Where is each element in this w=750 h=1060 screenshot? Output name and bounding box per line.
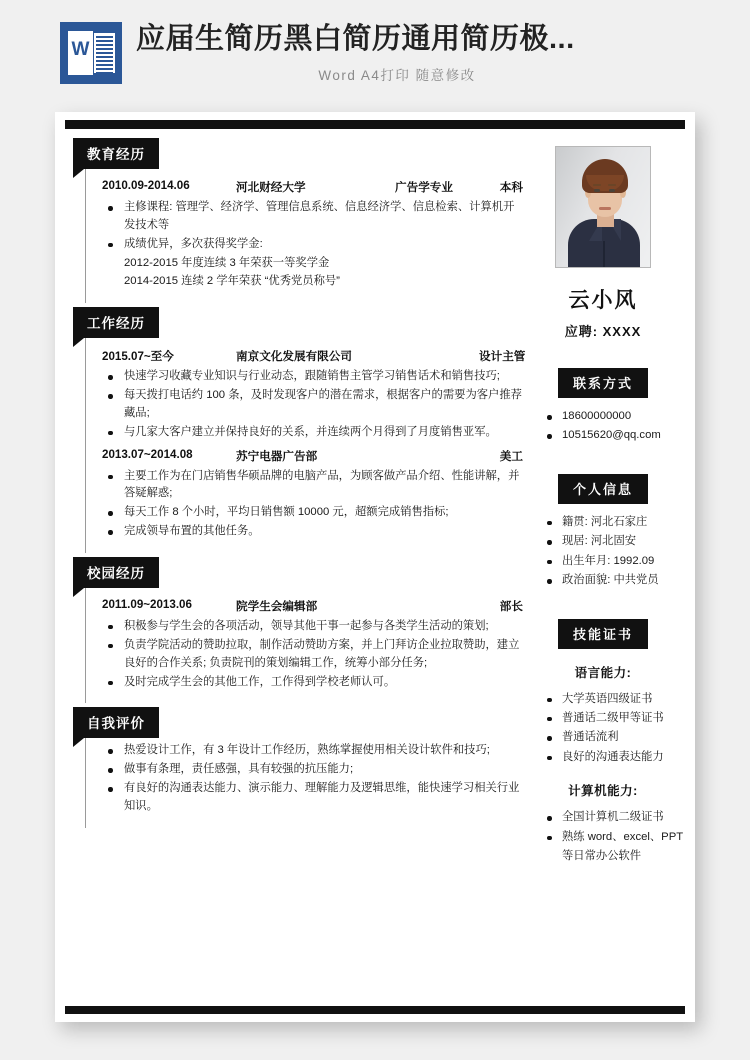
section-tag-contact: 联系方式: [558, 368, 648, 398]
list-item: [102, 523, 523, 541]
photo-eye-left: [594, 189, 600, 192]
personal-birthdate: 出生年月: 1992.09: [562, 554, 655, 567]
list-item: [102, 236, 523, 254]
bullet-text: 主要工作为在门店销售华硕品牌的电脑产品，为顾客做产品介绍、性能讲解，并答疑解惑;: [124, 469, 520, 500]
list-item: [545, 808, 683, 827]
work-entry-head-2: [102, 448, 523, 464]
contact-list: [523, 407, 683, 446]
list-item: [545, 828, 683, 867]
list-item: [102, 742, 523, 760]
bullet-text: 完成领导布置的其他任务。: [124, 525, 260, 538]
list-item: [545, 407, 683, 426]
list-item: [102, 637, 523, 673]
bullet-text: 每天拨打电话约 100 条，及时发现客户的潜在需求，根据客户的需要为客户推荐藏品;: [124, 389, 522, 419]
campus-bullets: [102, 618, 523, 691]
section-campus: [73, 557, 523, 703]
section-tag-self-evaluation: 自我评价: [73, 707, 159, 738]
skill-text: 大学英语四级证书: [562, 692, 653, 705]
list-item: [102, 424, 523, 442]
profile-photo: [555, 146, 651, 268]
banner-title: 应届生简历黑白简历通用简历极...: [136, 23, 575, 55]
candidate-name: 云小风: [568, 289, 638, 312]
word-icon: [60, 22, 122, 84]
section-body-self-evaluation: [85, 738, 523, 827]
list-item: [102, 273, 523, 291]
skills-computer-list: [523, 808, 683, 866]
work-entry-head-1: [102, 348, 526, 364]
education-entry-head: [102, 179, 523, 195]
bullet-text: 积极参与学生会的各项活动，领导其他干事一起参与各类学生活动的策划;: [124, 619, 489, 632]
bullet-text: 快速学习收藏专业知识与行业动态，跟随销售主管学习销售话术和销售技巧;: [124, 370, 500, 383]
campus-date: 2011.09~2013.06: [102, 597, 192, 611]
list-item: [545, 552, 683, 571]
bullet-text: 有良好的沟通表达能力、演示能力、理解能力及逻辑思维，能快速学习相关行业知识。: [124, 782, 520, 812]
sidebar-section-personal: [523, 474, 683, 591]
list-item: [102, 618, 523, 636]
photo-brow-right: [608, 184, 616, 186]
campus-role: 部长: [499, 599, 523, 613]
photo-shirt-placket: [603, 241, 605, 267]
education-degree: 本科: [499, 181, 523, 194]
personal-political-status: 政治面貌: 中共党员: [562, 574, 659, 587]
bullet-text: 2012-2015 年度连续 3 年荣获一等奖学金: [124, 256, 330, 269]
personal-hometown: 籍贯: 河北石家庄: [562, 515, 648, 528]
section-tag-personal: 个人信息: [558, 474, 648, 504]
skills-computer-heading: 计算机能力:: [568, 784, 638, 799]
work-org-1: 南京文化发展有限公司: [236, 350, 352, 364]
skill-text: 熟练 word、excel、PPT 等日常办公软件: [562, 830, 683, 863]
self-bullets: [102, 742, 523, 815]
list-item: [545, 728, 683, 747]
contact-phone: 18600000000: [562, 410, 632, 422]
section-body-work: [85, 338, 526, 553]
skills-language-list: [523, 690, 683, 768]
section-body-education: [85, 169, 523, 303]
word-letter-panel: [68, 31, 93, 75]
work-role-2: 美工: [499, 449, 523, 463]
list-item: [102, 368, 523, 386]
bullet-text: 做事有条理，责任感强，具有较强的抗压能力;: [124, 763, 354, 776]
skill-text: 良好的沟通表达能力: [562, 750, 664, 763]
document-lines-icon: [94, 33, 115, 73]
list-item: [545, 532, 683, 551]
list-item: [102, 504, 523, 522]
resume-sidebar: [523, 138, 683, 866]
list-item: [102, 387, 523, 423]
bullet-text: 负责学院活动的赞助拉取，制作活动赞助方案，并上门拜访企业拉取赞助，建立良好的合作关系; 负责院刊的策划编辑工作，统筹小部分任务;: [124, 638, 520, 669]
education-field: 广告学专业: [395, 181, 453, 194]
bullet-text: 2014-2015 连续 2 学年荣获 “优秀党员称号”: [124, 275, 340, 288]
campus-entry-head: [102, 598, 523, 614]
work-date-1: 2015.07~至今: [102, 350, 174, 364]
bullet-text: 热爱设计工作，有 3 年设计工作经历，熟练掌握使用相关设计软件和技巧;: [124, 744, 490, 757]
list-item: [545, 571, 683, 590]
section-education: [73, 138, 523, 303]
photo-mouth: [599, 207, 611, 210]
list-item: [545, 709, 683, 728]
bullet-text: 成绩优异，多次获得奖学金:: [124, 237, 263, 250]
sidebar-section-contact: [523, 368, 683, 446]
skill-text: 普通话二级甲等证书: [562, 711, 664, 724]
list-item: [545, 513, 683, 532]
skill-text: 普通话流利: [562, 731, 619, 744]
section-tag-work: 工作经历: [73, 307, 159, 338]
contact-email: 10515620@qq.com: [562, 429, 661, 442]
skills-language-heading: 语言能力:: [574, 665, 632, 680]
page-bottom-rule: [65, 1006, 685, 1014]
education-bullets: [102, 199, 523, 291]
personal-list: [523, 513, 683, 591]
banner-text-group: [136, 22, 750, 84]
list-item: [102, 468, 523, 504]
section-tag-campus: 校园经历: [73, 557, 159, 588]
bullet-text: 与几家大客户建立并保持良好的关系，并连续两个月得到了月度销售亚军。: [124, 425, 497, 438]
bullet-text: 及时完成学生会的其他工作，工作得到学校老师认可。: [124, 675, 396, 688]
list-item: [102, 255, 523, 273]
list-item: [545, 748, 683, 767]
resume-main-column: [73, 138, 526, 832]
work-org-2: 苏宁电器广告部: [236, 449, 318, 463]
list-item: [102, 780, 523, 816]
resume-page: [55, 112, 695, 1022]
bullet-text: 每天工作 8 个小时，平均日销售额 10000 元，超额完成销售指标;: [124, 506, 449, 519]
work-bullets-2: [102, 468, 523, 541]
education-org: 河北财经大学: [236, 181, 306, 194]
work-bullets-1: [102, 368, 523, 441]
list-item: [102, 674, 523, 692]
list-item: [545, 690, 683, 709]
list-item: [102, 761, 523, 779]
list-item: [102, 199, 523, 235]
sidebar-section-skills: [523, 619, 683, 867]
photo-brow-left: [593, 184, 601, 186]
banner-subtitle: Word A4打印 随意修改: [318, 68, 476, 84]
list-item: [545, 426, 683, 445]
photo-eye-right: [609, 189, 615, 192]
page-top-rule: [65, 120, 685, 129]
section-tag-education: 教育经历: [73, 138, 159, 169]
section-tag-skills: 技能证书: [558, 619, 648, 649]
education-date: 2010.09-2014.06: [102, 179, 190, 192]
bullet-text: 主修课程: 管理学、经济学、管理信息系统、信息经济学、信息检索、计算机开发技术等: [124, 201, 515, 231]
campus-org: 院学生会编辑部: [236, 599, 318, 613]
photo-hair: [582, 159, 628, 193]
skill-text: 全国计算机二级证书: [562, 811, 664, 824]
work-role-1: 设计主管: [479, 350, 526, 364]
section-work: [73, 307, 526, 553]
work-date-2: 2013.07~2014.08: [102, 447, 193, 461]
personal-residence: 现居: 河北固安: [562, 535, 637, 548]
section-body-campus: [85, 588, 523, 703]
section-self-evaluation: [73, 707, 523, 827]
top-banner: [0, 0, 750, 110]
applied-position: 应聘: XXXX: [564, 324, 642, 339]
